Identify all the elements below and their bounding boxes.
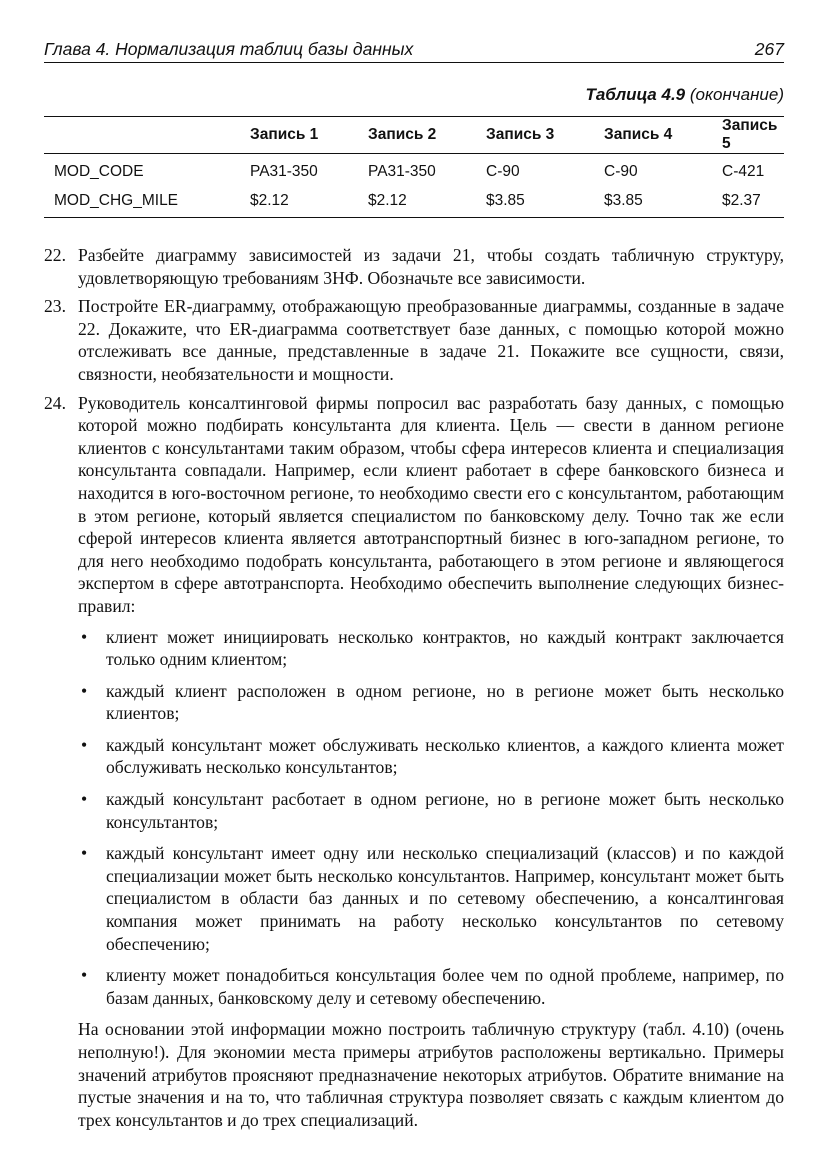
page-number: 267	[754, 39, 784, 59]
table-cell: C-421	[722, 162, 765, 180]
table-cell: $2.37	[718, 186, 784, 218]
table-cell: C-90	[604, 162, 638, 180]
table-cell: PA31-350	[250, 162, 318, 180]
table-cell: C-90	[486, 162, 520, 180]
list-item-text: каждый клиент расположен в одном регионе, но в регионе может быть несколько клиентов;	[106, 680, 784, 724]
list-item	[78, 842, 784, 955]
table-row	[44, 154, 784, 187]
table-caption	[585, 85, 784, 105]
table-caption-note: (окончание)	[689, 85, 784, 104]
table-header-cell: Запись 2	[364, 117, 482, 154]
table-cell: $3.85	[600, 186, 718, 218]
table-header-cell: Запись 1	[246, 117, 364, 154]
records-table	[44, 116, 784, 218]
table-cell: $2.12	[364, 186, 482, 218]
exercise-text: Разбейте диаграмму зависимостей из задачи 21, чтобы создать табличную структуру, удовлетворяющую требованиям 3НФ. Обозначьте все зависимости.	[78, 245, 784, 288]
bullet-icon: •	[81, 789, 88, 810]
bullet-icon: •	[81, 680, 88, 701]
exercise-number: 24.	[44, 392, 66, 413]
exercise-item	[44, 392, 784, 1010]
list-item	[78, 680, 784, 725]
closing-paragraph: На основании этой информации можно построить табличную структуру (табл. 4.10) (очень неполную!). Для экономии места примеры атрибутов расположены вертикально. Примеры значений атрибутов проясняют предназначение некоторых атрибутов. Обратите внимание на пустые значения и на то, что табличная структура позволяет связать с каждым клиентом до трех консультантов и до трех специализаций.	[78, 1019, 784, 1130]
list-item	[78, 964, 784, 1009]
table-caption-label: Таблица 4.9	[585, 85, 686, 104]
exercise-number: 22.	[44, 245, 66, 265]
bullet-icon: •	[81, 843, 88, 864]
table-cell: $2.12	[246, 186, 364, 218]
body-text	[44, 244, 784, 1131]
bullet-icon: •	[81, 626, 88, 647]
list-item-text: каждый консультант имеет одну или несколько специализаций (классов) и по каждой специализации может быть несколько консультантов. Например, консультант может быть специалистом в области баз данных и по сетевому обеспечению, а консалтинговая компания может принимать на работу несколько консультантов по сетевому обеспечению;	[106, 843, 784, 954]
table-cell: $3.85	[482, 186, 600, 218]
table-cell: MOD_CODE	[54, 162, 144, 180]
table-header-cell: Запись 4	[600, 117, 718, 154]
table-cell: PA31-350	[368, 162, 436, 180]
table-header-cell: Запись 5	[718, 117, 784, 154]
table-header-cell	[44, 117, 246, 154]
bullet-icon: •	[81, 965, 88, 986]
list-item-text: каждый консультант расботает в одном регионе, но в регионе может быть несколько консультантов;	[106, 789, 784, 832]
running-header	[44, 36, 784, 63]
table-row	[44, 186, 784, 218]
exercise-item	[44, 295, 784, 385]
list-item	[78, 788, 784, 833]
chapter-title: Глава 4. Нормализация таблиц базы данных	[44, 39, 414, 59]
list-item-text: клиенту может понадобиться консультация более чем по одной проблеме, например, по базам данных, банковскому делу и сетевому обеспечению.	[106, 965, 784, 1008]
exercise-text: Постройте ER-диаграмму, отображающую преобразованные диаграммы, созданные в задаче 22. Докажите, что ER-диаграмма соответствует базе данных, с помощью которой можно отслеживать все данные, представленные в задаче 21. Покажите все сущности, связи, связности, необязательности и мощности.	[78, 296, 784, 384]
list-item-text: клиент может инициировать несколько контрактов, но каждый контракт заключается только одним клиентом;	[106, 626, 784, 670]
bullet-icon: •	[81, 734, 88, 755]
list-item	[78, 734, 784, 779]
business-rules-list	[78, 626, 784, 1010]
exercise-item	[44, 244, 784, 289]
exercise-text: Руководитель консалтинговой фирмы попросил вас разработать базу данных, с помощью которой можно подбирать консультанта для клиента. Цель — свести в данном регионе клиентов с консультантами таким образом, чтобы сфера интересов клиента и специализация консультанта совпадали. Например, если клиент работает в сфере банковского бизнеса и находится в юго-восточном регионе, то необходимо свести его с консультантом, работающим в этом регионе, который является специалистом по банковскому делу. Точно так же если сферой интересов клиента является автотранспортный бизнес в юго-западном регионе, то для него необходимо подобрать консультанта, работающего в этом регионе и являющегося экспертом в сфере автотранспорта. Необходимо обеспечить выполнение следующих бизнес-правил:	[78, 392, 784, 616]
exercise-number: 23.	[44, 296, 66, 317]
list-item	[78, 626, 784, 671]
table-header-row	[44, 117, 784, 154]
table-cell: MOD_CHG_MILE	[44, 186, 246, 218]
table-header-cell: Запись 3	[482, 117, 600, 154]
list-item-text: каждый консультант может обслуживать несколько клиентов, а каждого клиента может обслуживать несколько консультантов;	[106, 734, 784, 778]
